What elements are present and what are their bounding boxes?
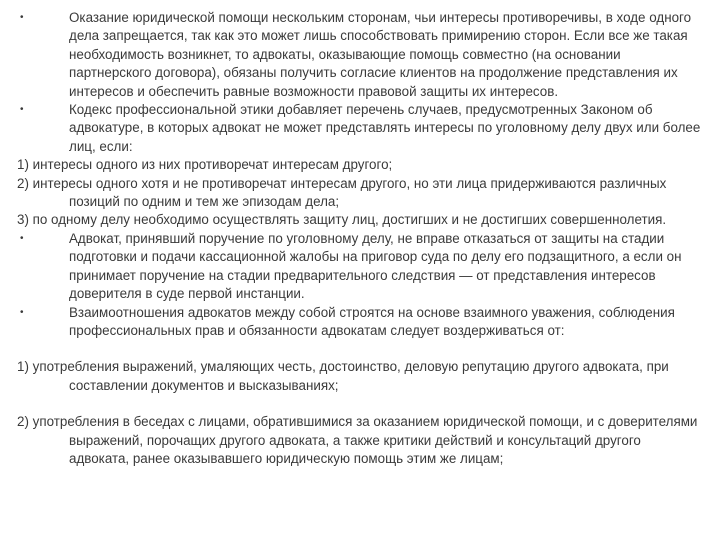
item-text: Адвокат, принявший поручение по уголовному делу, не вправе отказаться от защиты на стадии подготовки и подачи кассационной жалобы на приговор суда по делу его подзащитного, а если он принимает поручение на стадии предварительного следствия — от представления интересов доверителя в суде первой инстанции. [69, 230, 682, 302]
item-text: Оказание юридической помощи нескольким сторонам, чьи интересы противоречивы, в ходе одного дела запрещается, так как это может лишь способствовать примирению сторон. Если все же такая необходимость возникнет, то адвокаты, оказывающие помощь совместно (на основании партнерского договора), обязаны получить согласие клиентов на продолжение представления их интересов и обеспечить равные возможности правовой защиты их интересов. [69, 10, 692, 99]
numbered-item [17, 175, 703, 212]
numbered-item [17, 358, 703, 395]
number-marker: 3) [17, 212, 33, 228]
bullet-marker: • [20, 306, 24, 318]
number-marker: 1) [17, 359, 33, 375]
bullet-item [17, 9, 703, 101]
numbered-item [17, 156, 703, 174]
numbered-item [17, 211, 703, 229]
bullet-item [17, 101, 703, 156]
number-marker: 2) [17, 414, 33, 430]
numbered-item [17, 413, 703, 468]
number-marker: 1) [17, 157, 33, 173]
number-marker: 2) [17, 175, 33, 191]
item-text: интересы одного хотя и не противоречат интересам другого, но эти лица придерживаются различных позиций по одним и тем же эпизодам дела; [32, 175, 667, 210]
bullet-item [17, 230, 703, 304]
item-text: употребления выражений, умаляющих честь, достоинство, деловую репутацию другого адвоката, при составлении документов и высказываниях; [32, 359, 669, 393]
item-text: Кодекс профессиональной этики добавляет перечень случаев, предусмотренных Законом об адвокатуре, в которых адвокат не может представлять интересы по уголовному делу двух или более лиц, если: [69, 102, 701, 154]
bullet-marker: • [20, 232, 24, 244]
bullet-marker: • [20, 104, 24, 116]
item-text: употребления в беседах с лицами, обратившимися за оказанием юридической помощи, и с доверителями выражений, порочащих другого адвоката, а также критики действий и консультаций другого адвоката, ранее оказывавшего юридическую помощь этим же лицам; [32, 414, 698, 466]
item-text: интересы одного из них противоречат интересам другого; [32, 157, 393, 173]
item-text: по одному делу необходимо осуществлять защиту лиц, достигших и не достигших совершеннолетия. [32, 212, 667, 228]
bullet-marker: • [20, 12, 24, 23]
document-body [17, 9, 703, 468]
bullet-item [17, 304, 703, 341]
item-text: Взаимоотношения адвокатов между собой строятся на основе взаимного уважения, соблюдения профессиональных прав и обязанности адвокатам следует воздерживаться от: [69, 304, 675, 338]
